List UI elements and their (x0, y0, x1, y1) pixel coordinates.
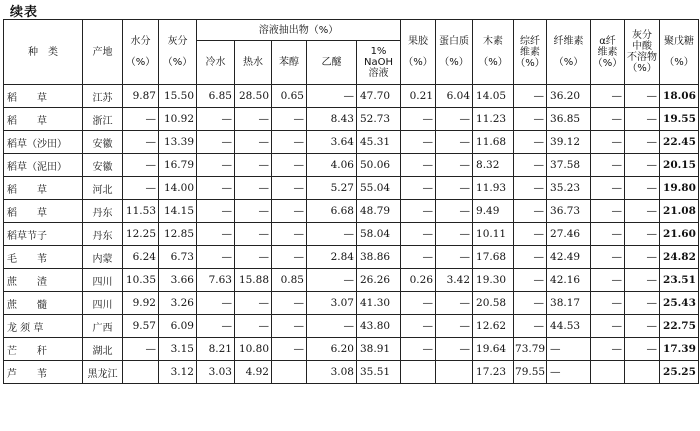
alpha-cellulose-cell: — (591, 85, 625, 108)
benzene-alcohol-cell: — (272, 246, 307, 269)
species-cell: 芒 秆 (4, 338, 83, 361)
protein-cell: — (436, 177, 473, 200)
table-row (4, 131, 699, 154)
cellulose-cell: 36.73 (547, 200, 591, 223)
cellulose-cell: 37.58 (547, 154, 591, 177)
pentosan-cell: 25.25 (660, 361, 699, 384)
acid-insoluble-ash-cell: — (625, 200, 660, 223)
cold-water-cell: 3.03 (197, 361, 235, 384)
holocellulose-cell: — (514, 131, 547, 154)
hot-water-cell: — (235, 315, 272, 338)
header-benzene-alcohol: 苯醇 (272, 41, 307, 85)
acid-insoluble-ash-cell: — (625, 108, 660, 131)
pentosan-cell: 21.60 (660, 223, 699, 246)
lignin-cell: 9.49 (473, 200, 514, 223)
benzene-alcohol-cell: — (272, 338, 307, 361)
cellulose-cell: 38.17 (547, 292, 591, 315)
table-row (4, 223, 699, 246)
ash-cell: 3.15 (159, 338, 197, 361)
header-extract-group: 溶液抽出物（%） (197, 20, 401, 41)
alpha-cellulose-cell: — (591, 131, 625, 154)
origin-cell: 丹东 (83, 223, 123, 246)
species-cell: 稻草（泥田） (4, 154, 83, 177)
holocellulose-cell: — (514, 154, 547, 177)
header-species: 种 类 (4, 20, 83, 85)
pentosan-cell: 22.45 (660, 131, 699, 154)
holocellulose-cell: — (514, 315, 547, 338)
species-cell: 稻 草 (4, 177, 83, 200)
ether-cell: 5.27 (307, 177, 357, 200)
moisture-cell: — (123, 154, 159, 177)
alpha-cellulose-cell: — (591, 338, 625, 361)
benzene-alcohol-cell: — (272, 292, 307, 315)
moisture-cell: 12.25 (123, 223, 159, 246)
hot-water-cell: 4.92 (235, 361, 272, 384)
table-row (4, 269, 699, 292)
acid-insoluble-ash-cell: — (625, 154, 660, 177)
table-row (4, 292, 699, 315)
hot-water-cell: — (235, 246, 272, 269)
header-ash: 灰分 （%） (159, 20, 197, 85)
naoh-cell: 58.04 (357, 223, 401, 246)
ether-cell: — (307, 223, 357, 246)
pectin-cell: — (401, 246, 436, 269)
cold-water-cell: — (197, 315, 235, 338)
table-row (4, 361, 699, 384)
moisture-cell (123, 361, 159, 384)
lignin-cell: 11.68 (473, 131, 514, 154)
ether-cell: 3.07 (307, 292, 357, 315)
header-pentosan: 聚戊糖 （%） (660, 20, 699, 85)
pectin-cell: — (401, 177, 436, 200)
origin-cell: 江苏 (83, 85, 123, 108)
naoh-cell: 38.86 (357, 246, 401, 269)
lignin-cell: 12.62 (473, 315, 514, 338)
cold-water-cell: — (197, 108, 235, 131)
cellulose-cell: 39.12 (547, 131, 591, 154)
header-acid-insoluble-ash: 灰分 中酸 不溶物 （%） (625, 20, 660, 85)
ether-cell: 2.84 (307, 246, 357, 269)
species-cell: 芦 苇 (4, 361, 83, 384)
origin-cell: 四川 (83, 269, 123, 292)
ether-cell: 6.68 (307, 200, 357, 223)
hot-water-cell: 10.80 (235, 338, 272, 361)
lignin-cell: 20.58 (473, 292, 514, 315)
header-hot-water: 热水 (235, 41, 272, 85)
cellulose-cell: 44.53 (547, 315, 591, 338)
species-cell: 稻 草 (4, 200, 83, 223)
cellulose-cell: 36.85 (547, 108, 591, 131)
ash-cell: 3.26 (159, 292, 197, 315)
acid-insoluble-ash-cell (625, 361, 660, 384)
ash-cell: 12.85 (159, 223, 197, 246)
header-row-1 (4, 20, 699, 41)
acid-insoluble-ash-cell: — (625, 292, 660, 315)
lignin-cell: 14.05 (473, 85, 514, 108)
pentosan-cell: 22.75 (660, 315, 699, 338)
cellulose-cell: 36.20 (547, 85, 591, 108)
moisture-cell: 9.57 (123, 315, 159, 338)
cold-water-cell: — (197, 131, 235, 154)
ether-cell: 8.43 (307, 108, 357, 131)
lignin-cell: 8.32 (473, 154, 514, 177)
naoh-cell: 26.26 (357, 269, 401, 292)
lignin-cell: 17.68 (473, 246, 514, 269)
moisture-cell: 9.92 (123, 292, 159, 315)
protein-cell: — (436, 315, 473, 338)
holocellulose-cell: — (514, 269, 547, 292)
alpha-cellulose-cell: — (591, 223, 625, 246)
pectin-cell: 0.26 (401, 269, 436, 292)
ash-cell: 6.09 (159, 315, 197, 338)
protein-cell: — (436, 292, 473, 315)
moisture-cell: — (123, 131, 159, 154)
species-cell: 蔗 渣 (4, 269, 83, 292)
holocellulose-cell: — (514, 223, 547, 246)
alpha-cellulose-cell: — (591, 177, 625, 200)
ash-cell: 3.12 (159, 361, 197, 384)
header-origin: 产地 (83, 20, 123, 85)
naoh-cell: 55.04 (357, 177, 401, 200)
ash-cell: 16.79 (159, 154, 197, 177)
species-cell: 毛 苇 (4, 246, 83, 269)
ash-cell: 15.50 (159, 85, 197, 108)
alpha-cellulose-cell: — (591, 200, 625, 223)
moisture-cell: 10.35 (123, 269, 159, 292)
moisture-cell: 6.24 (123, 246, 159, 269)
table-row (4, 338, 699, 361)
header-holocellulose: 综纤 维素 （%） (514, 20, 547, 85)
cellulose-cell: 35.23 (547, 177, 591, 200)
table-row (4, 85, 699, 108)
cold-water-cell: 6.85 (197, 85, 235, 108)
alpha-cellulose-cell: — (591, 154, 625, 177)
holocellulose-cell: — (514, 292, 547, 315)
alpha-cellulose-cell: — (591, 246, 625, 269)
table-row (4, 108, 699, 131)
benzene-alcohol-cell: — (272, 177, 307, 200)
header-pectin: 果胶 （%） (401, 20, 436, 85)
pentosan-cell: 18.06 (660, 85, 699, 108)
cold-water-cell: 8.21 (197, 338, 235, 361)
species-cell: 稻草（沙田） (4, 131, 83, 154)
ash-cell: 13.39 (159, 131, 197, 154)
table-row (4, 246, 699, 269)
naoh-cell: 43.80 (357, 315, 401, 338)
pentosan-cell: 19.55 (660, 108, 699, 131)
acid-insoluble-ash-cell: — (625, 85, 660, 108)
cellulose-cell: 27.46 (547, 223, 591, 246)
cold-water-cell: — (197, 292, 235, 315)
pentosan-cell: 20.15 (660, 154, 699, 177)
pectin-cell: — (401, 108, 436, 131)
table-row (4, 315, 699, 338)
naoh-cell: 38.91 (357, 338, 401, 361)
protein-cell: — (436, 131, 473, 154)
ether-cell: 6.20 (307, 338, 357, 361)
ether-cell: — (307, 85, 357, 108)
species-cell: 稻 草 (4, 108, 83, 131)
species-cell: 龙 须 草 (4, 315, 83, 338)
header-cold-water: 冷水 (197, 41, 235, 85)
lignin-cell: 11.93 (473, 177, 514, 200)
naoh-cell: 50.06 (357, 154, 401, 177)
lignin-cell: 11.23 (473, 108, 514, 131)
ether-cell: — (307, 269, 357, 292)
pentosan-cell: 21.08 (660, 200, 699, 223)
hot-water-cell: — (235, 131, 272, 154)
ash-cell: 14.15 (159, 200, 197, 223)
origin-cell: 浙江 (83, 108, 123, 131)
hot-water-cell: — (235, 223, 272, 246)
pectin-cell: — (401, 154, 436, 177)
cellulose-cell: — (547, 338, 591, 361)
protein-cell: — (436, 338, 473, 361)
hot-water-cell: — (235, 177, 272, 200)
protein-cell: — (436, 108, 473, 131)
origin-cell: 河北 (83, 177, 123, 200)
species-cell: 稻 草 (4, 85, 83, 108)
hot-water-cell: — (235, 154, 272, 177)
table-row (4, 154, 699, 177)
hot-water-cell: 15.88 (235, 269, 272, 292)
pectin-cell: — (401, 292, 436, 315)
naoh-cell: 48.79 (357, 200, 401, 223)
moisture-cell: — (123, 177, 159, 200)
origin-cell: 安徽 (83, 154, 123, 177)
cold-water-cell: — (197, 200, 235, 223)
header-moisture: 水分 （%） (123, 20, 159, 85)
benzene-alcohol-cell: — (272, 131, 307, 154)
pentosan-cell: 23.51 (660, 269, 699, 292)
cold-water-cell: — (197, 177, 235, 200)
naoh-cell: 47.70 (357, 85, 401, 108)
moisture-cell: — (123, 108, 159, 131)
origin-cell: 内蒙 (83, 246, 123, 269)
benzene-alcohol-cell: — (272, 315, 307, 338)
pentosan-cell: 25.43 (660, 292, 699, 315)
origin-cell: 丹东 (83, 200, 123, 223)
lignin-cell: 19.30 (473, 269, 514, 292)
hot-water-cell: 28.50 (235, 85, 272, 108)
benzene-alcohol-cell: 0.65 (272, 85, 307, 108)
holocellulose-cell: 73.79 (514, 338, 547, 361)
cellulose-cell: — (547, 361, 591, 384)
pentosan-cell: 19.80 (660, 177, 699, 200)
origin-cell: 广西 (83, 315, 123, 338)
pectin-cell: — (401, 315, 436, 338)
benzene-alcohol-cell: — (272, 223, 307, 246)
alpha-cellulose-cell (591, 361, 625, 384)
lignin-cell: 10.11 (473, 223, 514, 246)
holocellulose-cell: 79.55 (514, 361, 547, 384)
naoh-cell: 35.51 (357, 361, 401, 384)
protein-cell: — (436, 200, 473, 223)
acid-insoluble-ash-cell: — (625, 246, 660, 269)
hot-water-cell: — (235, 200, 272, 223)
pectin-cell: — (401, 131, 436, 154)
cellulose-cell: 42.16 (547, 269, 591, 292)
protein-cell: — (436, 154, 473, 177)
header-cellulose: 纤维素 （%） (547, 20, 591, 85)
species-cell: 稻草节子 (4, 223, 83, 246)
protein-cell (436, 361, 473, 384)
protein-cell: 6.04 (436, 85, 473, 108)
origin-cell: 四川 (83, 292, 123, 315)
alpha-cellulose-cell: — (591, 292, 625, 315)
ash-cell: 3.66 (159, 269, 197, 292)
lignin-cell: 19.64 (473, 338, 514, 361)
naoh-cell: 41.30 (357, 292, 401, 315)
moisture-cell: 9.87 (123, 85, 159, 108)
holocellulose-cell: — (514, 200, 547, 223)
protein-cell: 3.42 (436, 269, 473, 292)
header-ether: 乙醚 (307, 41, 357, 85)
cellulose-cell: 42.49 (547, 246, 591, 269)
naoh-cell: 45.31 (357, 131, 401, 154)
ether-cell: — (307, 315, 357, 338)
ether-cell: 4.06 (307, 154, 357, 177)
header-protein: 蛋白质 （%） (436, 20, 473, 85)
cold-water-cell: — (197, 246, 235, 269)
benzene-alcohol-cell: — (272, 154, 307, 177)
species-cell: 蔗 髓 (4, 292, 83, 315)
pectin-cell: — (401, 223, 436, 246)
header-naoh: 1% NaOH 溶液 (357, 41, 401, 85)
pentosan-cell: 17.39 (660, 338, 699, 361)
table-row (4, 177, 699, 200)
ether-cell: 3.08 (307, 361, 357, 384)
acid-insoluble-ash-cell: — (625, 223, 660, 246)
benzene-alcohol-cell: — (272, 200, 307, 223)
alpha-cellulose-cell: — (591, 269, 625, 292)
holocellulose-cell: — (514, 246, 547, 269)
origin-cell: 安徽 (83, 131, 123, 154)
pectin-cell: — (401, 200, 436, 223)
ash-cell: 6.73 (159, 246, 197, 269)
table-row (4, 200, 699, 223)
alpha-cellulose-cell: — (591, 108, 625, 131)
pectin-cell: 0.21 (401, 85, 436, 108)
moisture-cell: 11.53 (123, 200, 159, 223)
naoh-cell: 52.73 (357, 108, 401, 131)
ether-cell: 3.64 (307, 131, 357, 154)
origin-cell: 黑龙江 (83, 361, 123, 384)
header-alpha-cellulose: α纤 维素 （%） (591, 20, 625, 85)
holocellulose-cell: — (514, 108, 547, 131)
cold-water-cell: 7.63 (197, 269, 235, 292)
acid-insoluble-ash-cell: — (625, 269, 660, 292)
protein-cell: — (436, 246, 473, 269)
pectin-cell: — (401, 338, 436, 361)
benzene-alcohol-cell (272, 361, 307, 384)
pentosan-cell: 24.82 (660, 246, 699, 269)
alpha-cellulose-cell: — (591, 315, 625, 338)
hot-water-cell: — (235, 292, 272, 315)
ash-cell: 10.92 (159, 108, 197, 131)
acid-insoluble-ash-cell: — (625, 131, 660, 154)
holocellulose-cell: — (514, 85, 547, 108)
protein-cell: — (436, 223, 473, 246)
origin-cell: 湖北 (83, 338, 123, 361)
composition-table (3, 19, 699, 384)
pectin-cell (401, 361, 436, 384)
acid-insoluble-ash-cell: — (625, 315, 660, 338)
cold-water-cell: — (197, 154, 235, 177)
holocellulose-cell: — (514, 177, 547, 200)
moisture-cell: — (123, 338, 159, 361)
header-lignin: 木素 （%） (473, 20, 514, 85)
ash-cell: 14.00 (159, 177, 197, 200)
cold-water-cell: — (197, 223, 235, 246)
acid-insoluble-ash-cell: — (625, 177, 660, 200)
acid-insoluble-ash-cell: — (625, 338, 660, 361)
benzene-alcohol-cell: — (272, 108, 307, 131)
page-title: 续表 (10, 5, 39, 20)
hot-water-cell: — (235, 108, 272, 131)
benzene-alcohol-cell: 0.85 (272, 269, 307, 292)
lignin-cell: 17.23 (473, 361, 514, 384)
